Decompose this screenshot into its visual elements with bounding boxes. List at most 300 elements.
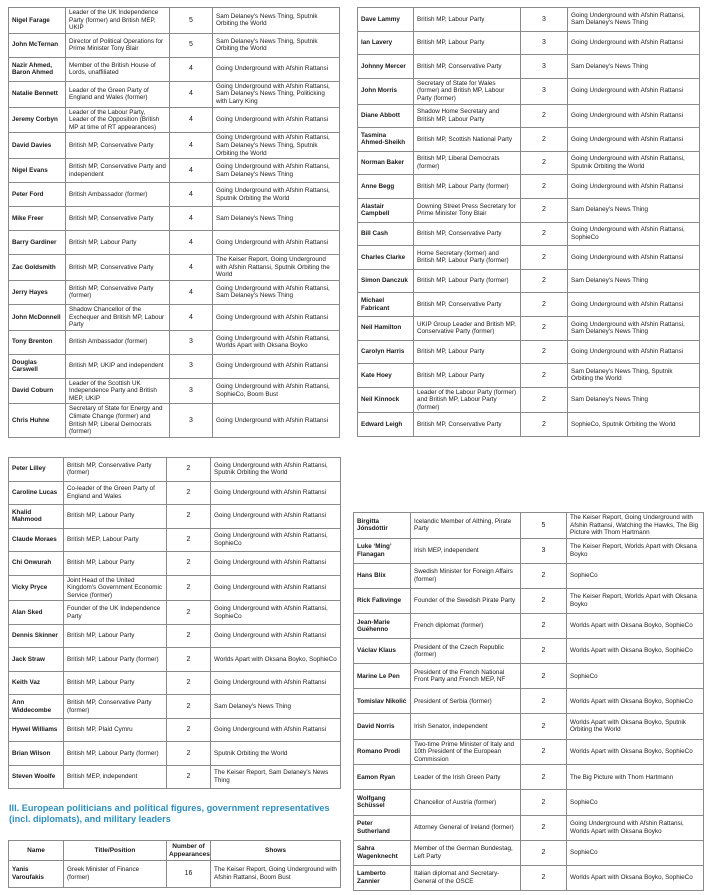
shows-list: Going Underground with Afshin Rattansi, Sam Delaney's News Thing	[213, 280, 340, 304]
person-title: British MP, Conservative Party	[66, 255, 170, 281]
shows-list: Going Underground with Afshin Rattansi	[568, 31, 700, 55]
person-name: Steven Woolfe	[9, 765, 64, 789]
appearance-count: 3	[521, 8, 568, 32]
appearance-count: 2	[521, 175, 568, 199]
table-row	[9, 231, 340, 255]
person-name: Chris Huhne	[9, 404, 66, 437]
appearance-count: 3	[170, 330, 213, 354]
shows-list: Going Underground with Afshin Rattansi	[568, 246, 700, 270]
person-title: Home Secretary (former) and British MP, Labour Party (former)	[414, 246, 521, 270]
table-row	[9, 624, 341, 648]
table-header-row	[9, 841, 341, 861]
person-name: Nigel Evans	[9, 159, 66, 183]
appearance-count: 4	[170, 81, 213, 107]
appearance-count: 2	[167, 552, 211, 576]
shows-list: Going Underground with Afshin Rattansi, SophieCo	[211, 601, 341, 625]
table-row	[9, 33, 340, 57]
person-name: Diane Abbott	[358, 104, 414, 128]
table-row	[9, 378, 340, 404]
shows-list: SophieCo	[567, 664, 704, 689]
appearance-count: 4	[170, 107, 213, 133]
person-name: Romano Prodi	[354, 739, 411, 765]
table-row	[358, 364, 700, 388]
person-name: Charles Clarke	[358, 246, 414, 270]
shows-list: The Keiser Report, Going Underground with Afshin Rattansi, Sputnik Orbiting the World	[213, 255, 340, 281]
appearance-count: 2	[167, 505, 211, 529]
person-title: Member of the British House of Lords, unaffiliated	[66, 57, 170, 81]
table-row	[9, 718, 341, 742]
person-name: Edward Leigh	[358, 413, 414, 437]
person-title: Director of Political Operations for Prime Minister Tony Blair	[66, 33, 170, 57]
table-row	[354, 865, 704, 890]
person-name: Hywel Williams	[9, 718, 64, 742]
appearance-count: 4	[170, 133, 213, 159]
table-row	[9, 671, 341, 695]
section-heading: III. European politicians and political figures, government representatives (incl. diplomats), and military leaders	[9, 803, 330, 824]
person-name: Brian Wilson	[9, 742, 64, 766]
person-name: Ian Lavery	[358, 31, 414, 55]
table-row	[9, 481, 341, 505]
person-name: Jerry Hayes	[9, 280, 66, 304]
appearance-count: 2	[521, 865, 567, 890]
person-title: British MP, Labour Party	[414, 364, 521, 388]
appearance-count: 2	[521, 563, 567, 588]
shows-list: Going Underground with Afshin Rattansi	[213, 57, 340, 81]
appearance-count: 2	[521, 413, 568, 437]
person-title: British MP, Conservative Party	[414, 413, 521, 437]
appearance-count: 4	[170, 159, 213, 183]
person-name: Vicky Pryce	[9, 575, 64, 601]
header-shows: Shows	[211, 841, 341, 861]
shows-list: Worlds Apart with Oksana Boyko, SophieCo	[567, 614, 704, 639]
appearance-count: 2	[521, 790, 567, 815]
person-name: John McDonnell	[9, 304, 66, 330]
person-title: British MEP, independent	[64, 765, 167, 789]
shows-list: Going Underground with Afshin Rattansi	[213, 354, 340, 378]
person-name: Jean-Marie Guéhenno	[354, 614, 411, 639]
person-title: Shadow Chancellor of the Exchequer and British MP, Labour Party	[66, 304, 170, 330]
person-title: Leader of the Irish Green Party	[411, 765, 521, 790]
appearance-count: 2	[521, 128, 568, 152]
table-row	[9, 648, 341, 672]
appearance-count: 3	[521, 538, 567, 563]
person-name: Michael Fabricant	[358, 293, 414, 317]
person-name: Johnny Mercer	[358, 55, 414, 79]
table-row	[354, 790, 704, 815]
shows-list: Going Underground with Afshin Rattansi	[568, 293, 700, 317]
appearance-count: 2	[167, 671, 211, 695]
person-name: Alan Sked	[9, 601, 64, 625]
shows-list: Going Underground with Afshin Rattansi, SophieCo	[568, 222, 700, 246]
shows-list: Worlds Apart with Oksana Boyko, SophieCo	[567, 739, 704, 765]
appearance-count: 2	[521, 246, 568, 270]
appearance-count: 2	[521, 588, 567, 613]
shows-list: Going Underground with Afshin Rattansi	[213, 231, 340, 255]
appearance-count: 4	[170, 231, 213, 255]
person-title: British MP, Labour Party (former)	[64, 742, 167, 766]
person-title: Leader of the UK Independence Party (former) and British MEP, UKIP	[66, 8, 170, 34]
shows-list: Going Underground with Afshin Rattansi	[211, 718, 341, 742]
table-row	[358, 128, 700, 152]
appearance-count: 2	[521, 714, 567, 739]
appearance-count: 3	[170, 354, 213, 378]
appearance-count: 2	[167, 481, 211, 505]
table-row	[354, 739, 704, 765]
person-name: Václav Klaus	[354, 639, 411, 664]
person-title: British Ambassador (former)	[66, 330, 170, 354]
person-name: Neil Kinnock	[358, 387, 414, 413]
appearance-count: 2	[167, 575, 211, 601]
shows-list: Worlds Apart with Oksana Boyko, Sputnik Orbiting the World	[567, 714, 704, 739]
person-name: John Morris	[358, 78, 414, 104]
table-row	[9, 575, 341, 601]
shows-list: The Big Picture with Thom Hartmann	[567, 765, 704, 790]
person-name: Norman Baker	[358, 151, 414, 175]
shows-list: Worlds Apart with Oksana Boyko, SophieCo	[567, 865, 704, 890]
table-row	[354, 840, 704, 865]
shows-list: The Keiser Report, Sam Delaney's News Thing	[211, 765, 341, 789]
person-title: Greek Minister of Finance (former)	[64, 861, 167, 888]
table-row	[9, 552, 341, 576]
person-name: Nigel Farage	[9, 8, 66, 34]
shows-list: Going Underground with Afshin Rattansi, Sputnik Orbiting the World	[211, 458, 341, 482]
table-row	[9, 742, 341, 766]
table-top-right	[357, 7, 700, 437]
appearance-count: 2	[521, 198, 568, 222]
person-title: Founder of the Swedish Pirate Party	[411, 588, 521, 613]
table-row	[354, 614, 704, 639]
person-name: Hans Blix	[354, 563, 411, 588]
person-name: Douglas Carswell	[9, 354, 66, 378]
header-title: Title/Position	[64, 841, 167, 861]
table-row	[9, 133, 340, 159]
shows-list: Sam Delaney's News Thing, Sputnik Orbiting the World	[568, 364, 700, 388]
person-title: British MP, Conservative Party	[414, 293, 521, 317]
person-title: Two-time Prime Minister of Italy and 10th President of the European Commission	[411, 739, 521, 765]
person-name: Tony Brenton	[9, 330, 66, 354]
person-title: Shadow Home Secretary and British MP, Labour Party	[414, 104, 521, 128]
person-name: Barry Gardiner	[9, 231, 66, 255]
shows-list: Going Underground with Afshin Rattansi	[211, 624, 341, 648]
table-row	[9, 601, 341, 625]
table-row	[354, 563, 704, 588]
person-name: Rick Falkvinge	[354, 588, 411, 613]
person-title: Attorney General of Ireland (former)	[411, 815, 521, 840]
shows-list: Sam Delaney's News Thing	[211, 695, 341, 719]
appearance-count: 4	[170, 57, 213, 81]
table-row	[9, 765, 341, 789]
person-name: Peter Ford	[9, 183, 66, 207]
person-title: British MP, Labour Party	[64, 505, 167, 529]
shows-list: Going Underground with Afshin Rattansi	[211, 671, 341, 695]
appearance-count: 2	[521, 739, 567, 765]
table-top-left	[8, 7, 340, 438]
person-name: Natalie Bennett	[9, 81, 66, 107]
table-row	[9, 81, 340, 107]
person-name: Alastair Campbell	[358, 198, 414, 222]
table-row	[358, 31, 700, 55]
table-row	[9, 304, 340, 330]
shows-list: Sam Delaney's News Thing	[568, 269, 700, 293]
table-row	[354, 714, 704, 739]
table-row	[358, 293, 700, 317]
appearance-count: 2	[521, 104, 568, 128]
person-name: Neil Hamilton	[358, 316, 414, 340]
table-row	[9, 330, 340, 354]
person-title: Icelandic Member of Althing, Pirate Party	[411, 513, 521, 539]
person-name: Mike Freer	[9, 207, 66, 231]
shows-list: Going Underground with Afshin Rattansi, Sam Delaney's News Thing	[213, 159, 340, 183]
appearance-count: 2	[521, 840, 567, 865]
appearance-count: 3	[521, 78, 568, 104]
appearance-count: 2	[521, 664, 567, 689]
shows-list: Going Underground with Afshin Rattansi	[213, 404, 340, 437]
person-name: Dave Lammy	[358, 8, 414, 32]
person-title: President of the Czech Republic (former)	[411, 639, 521, 664]
person-title: British MP, Conservative Party	[66, 207, 170, 231]
person-title: British MP, Conservative Party	[414, 55, 521, 79]
appearance-count: 2	[521, 765, 567, 790]
person-name: Wolfgang Schüssel	[354, 790, 411, 815]
person-name: Ann Widdecombe	[9, 695, 64, 719]
person-title: Co-leader of the Green Party of England and Wales	[64, 481, 167, 505]
appearance-count: 3	[521, 55, 568, 79]
shows-list: Going Underground with Afshin Rattansi, SophieCo, Boom Bust	[213, 378, 340, 404]
table-row	[358, 198, 700, 222]
table-row	[354, 588, 704, 613]
person-title: British MP, Labour Party (former)	[414, 175, 521, 199]
shows-list: Going Underground with Afshin Rattansi, Sputnik Orbiting the World	[213, 183, 340, 207]
table-row	[358, 269, 700, 293]
person-name: Zac Goldsmith	[9, 255, 66, 281]
person-title: British MP, Conservative Party (former)	[66, 280, 170, 304]
person-title: British MP, Labour Party	[66, 231, 170, 255]
appearance-count: 16	[167, 861, 211, 888]
appearance-count: 2	[521, 364, 568, 388]
table-row	[9, 505, 341, 529]
person-title: British Ambassador (former)	[66, 183, 170, 207]
table-row	[354, 689, 704, 714]
person-title: Downing Street Press Secretary for Prime Minister Tony Blair	[414, 198, 521, 222]
person-title: British MP, Conservative Party and independent	[66, 159, 170, 183]
person-name: Peter Lilley	[9, 458, 64, 482]
person-name: Birgitta Jónsdóttir	[354, 513, 411, 539]
person-name: Bill Cash	[358, 222, 414, 246]
appearance-count: 2	[521, 293, 568, 317]
appearance-count: 2	[521, 269, 568, 293]
shows-list: Going Underground with Afshin Rattansi	[568, 175, 700, 199]
shows-list: Sam Delaney's News Thing	[568, 198, 700, 222]
appearance-count: 2	[521, 151, 568, 175]
table-row	[358, 246, 700, 270]
appearance-count: 2	[521, 340, 568, 364]
person-name: Simon Danczuk	[358, 269, 414, 293]
shows-list: Sputnik Orbiting the World	[211, 742, 341, 766]
appearance-count: 2	[167, 458, 211, 482]
appearance-count: 5	[521, 513, 567, 539]
table-row	[358, 151, 700, 175]
person-name: Eamon Ryan	[354, 765, 411, 790]
table-row	[358, 316, 700, 340]
shows-list: Going Underground with Afshin Rattansi	[211, 575, 341, 601]
shows-list: Sam Delaney's News Thing, Sputnik Orbiting the World	[213, 33, 340, 57]
table-row	[9, 207, 340, 231]
shows-list: Going Underground with Afshin Rattansi, Sam Delaney's News Thing, Politicking with Larry King	[213, 81, 340, 107]
person-name: Anne Begg	[358, 175, 414, 199]
person-title: British MEP, Labour Party	[64, 528, 167, 552]
table-row	[358, 55, 700, 79]
person-title: British MP, Conservative Party	[66, 133, 170, 159]
table-row	[358, 175, 700, 199]
person-name: Dennis Skinner	[9, 624, 64, 648]
person-title: British MP, Labour Party	[414, 31, 521, 55]
person-name: Marine Le Pen	[354, 664, 411, 689]
person-title: British MP, Labour Party	[414, 8, 521, 32]
appearance-count: 2	[167, 742, 211, 766]
table-row	[354, 664, 704, 689]
shows-list: Going Underground with Afshin Rattansi	[568, 340, 700, 364]
person-title: British MP, Labour Party (former)	[64, 648, 167, 672]
table-row	[354, 513, 704, 539]
table-row	[9, 354, 340, 378]
table-row	[358, 413, 700, 437]
person-title: Swedish Minister for Foreign Affairs (former)	[411, 563, 521, 588]
person-name: Jeremy Corbyn	[9, 107, 66, 133]
person-title: Leader of the Green Party of England and Wales (former)	[66, 81, 170, 107]
person-title: British MP, Conservative Party (former)	[64, 695, 167, 719]
appearance-count: 2	[521, 689, 567, 714]
person-name: David Coburn	[9, 378, 66, 404]
shows-list: The Keiser Report, Worlds Apart with Oksana Boyko	[567, 588, 704, 613]
shows-list: Going Underground with Afshin Rattansi, Worlds Apart with Oksana Boyko	[567, 815, 704, 840]
table-row	[9, 528, 341, 552]
person-title: British MP, UKIP and independent	[66, 354, 170, 378]
shows-list: Going Underground with Afshin Rattansi, SophieCo	[211, 528, 341, 552]
person-title: Secretary of State for Wales (former) and British MP, Labour Party (former)	[414, 78, 521, 104]
appearance-count: 5	[170, 33, 213, 57]
person-title: Leader of the Scottish UK Independence Party and British MEP, UKIP	[66, 378, 170, 404]
shows-list: Going Underground with Afshin Rattansi	[211, 552, 341, 576]
table-row	[354, 538, 704, 563]
table-row	[9, 695, 341, 719]
person-title: Founder of the UK Independence Party	[64, 601, 167, 625]
table-row	[358, 387, 700, 413]
shows-list: Going Underground with Afshin Rattansi	[211, 505, 341, 529]
appearance-count: 3	[521, 31, 568, 55]
table-section3	[8, 840, 341, 888]
person-title: British MP, Labour Party	[64, 624, 167, 648]
shows-list: The Keiser Report, Worlds Apart with Oksana Boyko	[567, 538, 704, 563]
shows-list: Going Underground with Afshin Rattansi	[211, 481, 341, 505]
shows-list: Going Underground with Afshin Rattansi	[568, 104, 700, 128]
person-title: British MP, Conservative Party (former)	[64, 458, 167, 482]
header-name: Name	[9, 841, 64, 861]
shows-list: Sam Delaney's News Thing	[568, 387, 700, 413]
person-title: Leader of the Labour Party (former) and British MP, Labour Party (former)	[414, 387, 521, 413]
person-name: Claude Moraes	[9, 528, 64, 552]
shows-list: The Keiser Report, Going Underground with Afshin Rattansi, Watching the Hawks, The Big Picture with Thom Hartmann	[567, 513, 704, 539]
shows-list: Going Underground with Afshin Rattansi, Sam Delaney's News Thing, Sputnik Orbiting the World	[213, 133, 340, 159]
table-row	[354, 815, 704, 840]
person-title: Irish Senator, independent	[411, 714, 521, 739]
person-title: Secretary of State for Energy and Climate Change (former) and British MP, Liberal Democrats (former)	[66, 404, 170, 437]
appearance-count: 4	[170, 304, 213, 330]
table-row	[9, 107, 340, 133]
table-row	[9, 255, 340, 281]
table-row	[9, 183, 340, 207]
person-name: Tasmina Ahmed-Sheikh	[358, 128, 414, 152]
shows-list: Worlds Apart with Oksana Boyko, SophieCo	[567, 689, 704, 714]
appearance-count: 2	[521, 387, 568, 413]
person-name: Caroline Lucas	[9, 481, 64, 505]
person-title: Member of the German Bundestag, Left Party	[411, 840, 521, 865]
person-title: Leader of the Labour Party, Leader of the Opposition (British MP at time of RT appearances)	[66, 107, 170, 133]
appearance-count: 4	[170, 255, 213, 281]
person-name: Luke ‘Ming’ Flanagan	[354, 538, 411, 563]
appearance-count: 2	[167, 765, 211, 789]
shows-list: Going Underground with Afshin Rattansi, Sputnik Orbiting the World	[568, 151, 700, 175]
person-title: British MP, Scottish National Party	[414, 128, 521, 152]
person-title: Italian diplomat and Secretary-General of the OSCE	[411, 865, 521, 890]
table-row	[9, 8, 340, 34]
shows-list: The Keiser Report, Going Underground with Afshin Rattansi, Boom Bust	[211, 861, 341, 888]
shows-list: SophieCo	[567, 840, 704, 865]
shows-list: Going Underground with Afshin Rattansi, Sam Delaney's News Thing	[568, 8, 700, 32]
appearance-count: 2	[167, 718, 211, 742]
shows-list: Going Underground with Afshin Rattansi	[213, 304, 340, 330]
person-title: President of the French National Front Party and French MEP, NF	[411, 664, 521, 689]
table-row	[9, 404, 340, 437]
person-name: Kate Hoey	[358, 364, 414, 388]
shows-list: Going Underground with Afshin Rattansi	[568, 128, 700, 152]
person-name: David Norris	[354, 714, 411, 739]
appearance-count: 3	[170, 378, 213, 404]
shows-list: SophieCo	[567, 790, 704, 815]
person-title: UKIP Group Leader and British MP, Conservative Party (former)	[414, 316, 521, 340]
table-row	[9, 861, 341, 888]
table-bottom-left	[8, 457, 341, 789]
appearance-count: 2	[521, 316, 568, 340]
shows-list: SophieCo, Sputnik Orbiting the World	[568, 413, 700, 437]
shows-list: Worlds Apart with Oksana Boyko, SophieCo	[211, 648, 341, 672]
person-name: Nazir Ahmed, Baron Ahmed	[9, 57, 66, 81]
appearance-count: 2	[521, 222, 568, 246]
appearance-count: 4	[170, 183, 213, 207]
shows-list: SophieCo	[567, 563, 704, 588]
shows-list: Going Underground with Afshin Rattansi	[213, 107, 340, 133]
table-row	[358, 78, 700, 104]
person-name: Carolyn Harris	[358, 340, 414, 364]
shows-list: Going Underground with Afshin Rattansi	[568, 78, 700, 104]
table-row	[9, 159, 340, 183]
person-name: Chi Onwurah	[9, 552, 64, 576]
appearance-count: 4	[170, 280, 213, 304]
table-row	[9, 280, 340, 304]
person-title: British MP, Labour Party (former)	[414, 269, 521, 293]
appearance-count: 2	[167, 528, 211, 552]
person-title: French diplomat (former)	[411, 614, 521, 639]
person-title: President of Serbia (former)	[411, 689, 521, 714]
appearance-count: 2	[521, 614, 567, 639]
person-title: Joint Head of the United Kingdom's Government Economic Service (former)	[64, 575, 167, 601]
table-row	[9, 57, 340, 81]
table-row	[354, 639, 704, 664]
person-name: Jack Straw	[9, 648, 64, 672]
appearance-count: 3	[170, 404, 213, 437]
person-name: Peter Sutherland	[354, 815, 411, 840]
appearance-count: 2	[521, 815, 567, 840]
person-name: David Davies	[9, 133, 66, 159]
